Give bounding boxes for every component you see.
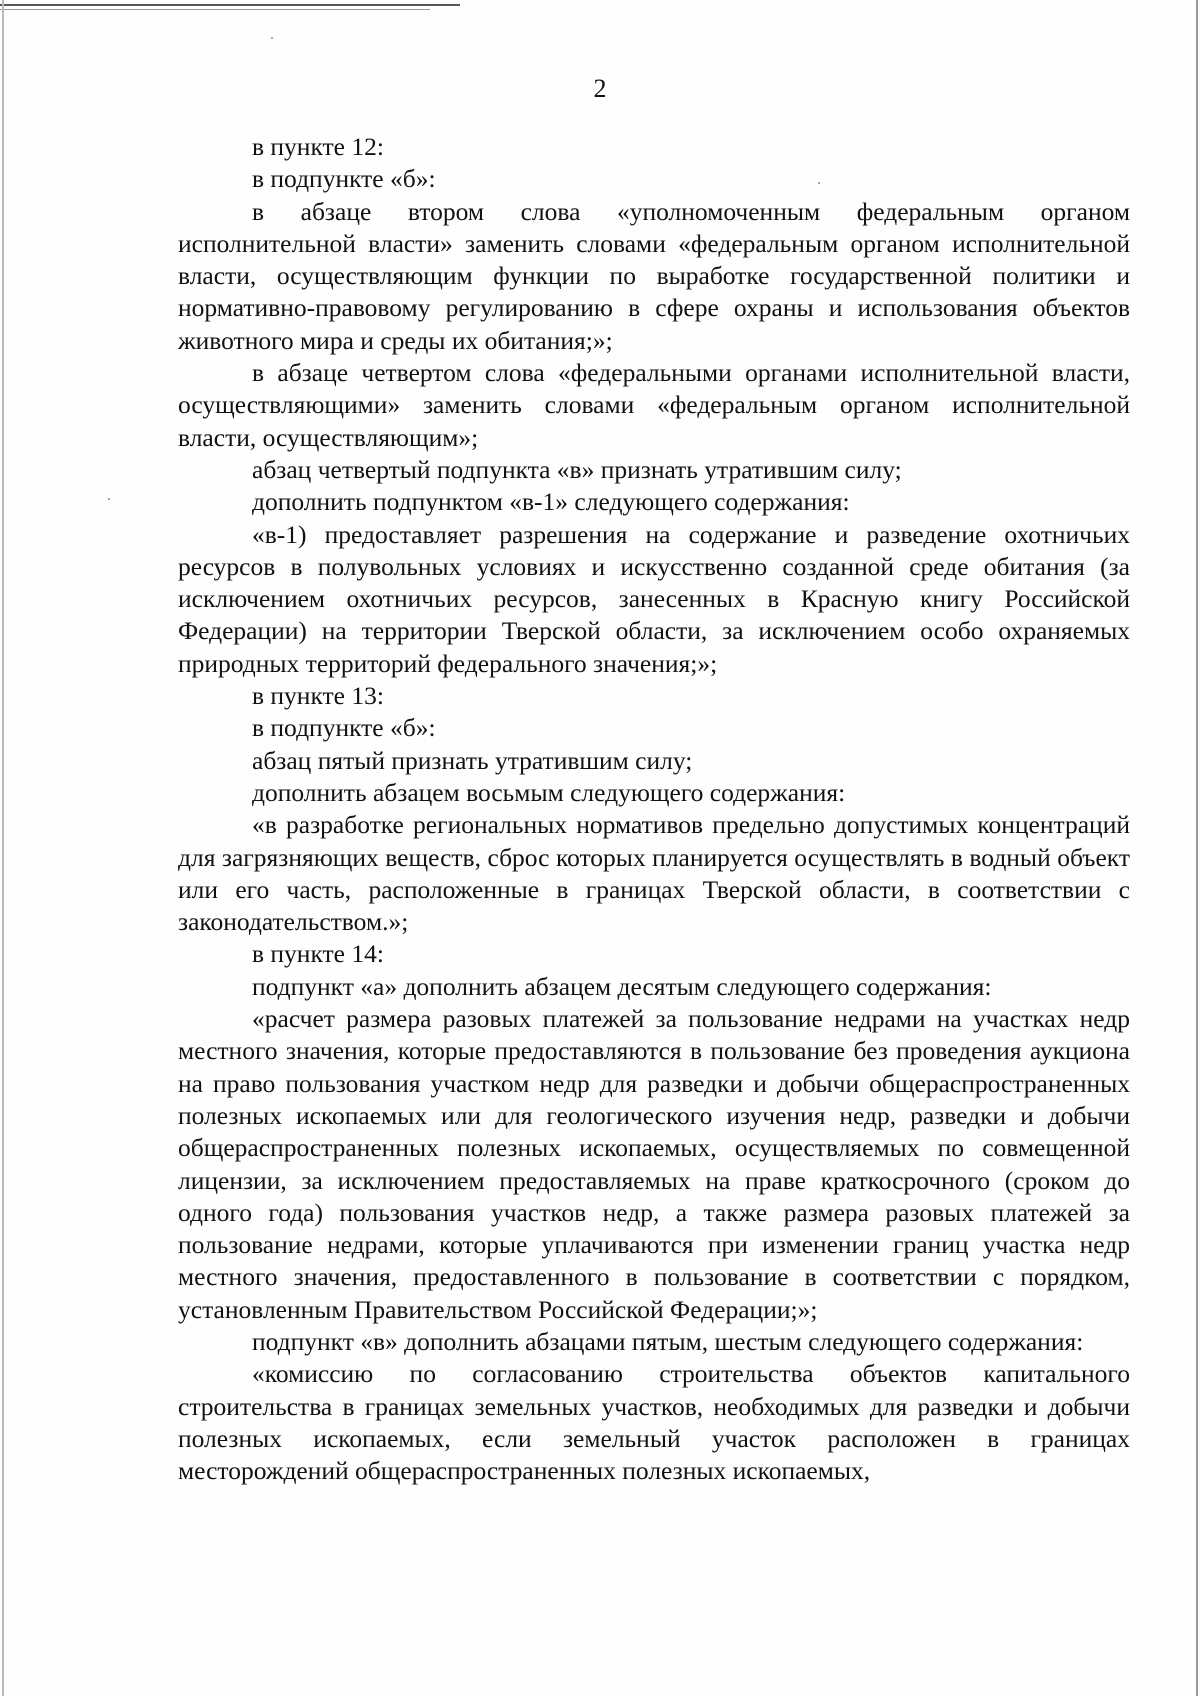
scan-edge-top-thin	[0, 9, 430, 10]
scan-edge-right	[1196, 0, 1198, 1696]
scan-speck	[108, 498, 110, 500]
paragraph: в пункте 13:	[252, 681, 384, 711]
paragraph: в абзаце четвертом слова «федеральными органами исполнительной власти, осуществляющими» заменить словами «федеральным органом исполнительной власти, осуществляющим»;	[178, 358, 1130, 452]
paragraph: «комиссию по согласованию строительства объектов капитального строительства в границах земельных участков, необходимых для разведки и добычи полезных ископаемых, если земельный участок расположен в границах месторождений общераспространенных полезных ископаемых,	[178, 1359, 1130, 1486]
paragraph: подпункт «а» дополнить абзацем десятым следующего содержания:	[252, 971, 992, 1001]
document-body	[178, 131, 1130, 1487]
paragraph: в пункте 14:	[252, 939, 384, 969]
paragraph: дополнить абзацем восьмым следующего содержания:	[252, 777, 846, 807]
paragraph: абзац пятый признать утратившим силу;	[252, 745, 693, 775]
paragraph: «в разработке региональных нормативов предельно допустимых концентраций для загрязняющих веществ, сброс которых планируется осуществлять в водный объект или его часть, расположенные в границах Тверской области, в соответствии с законодательством.»;	[178, 810, 1130, 937]
scan-speck	[271, 37, 273, 39]
scan-edge-left	[2, 0, 4, 1696]
scan-edge-top	[0, 4, 460, 6]
paragraph: «в-1) предоставляет разрешения на содержание и разведение охотничьих ресурсов в полувольных условиях и искусственно созданной среде обитания (за исключением охотничьих ресурсов, занесенных в Красную книгу Российской Федерации) на территории Тверской области, за исключением особо охраняемых природных территорий федерального значения;»;	[178, 519, 1130, 678]
paragraph: «расчет размера разовых платежей за пользование недрами на участках недр местного значения, которые предоставляются в пользование без проведения аукциона на право пользования участком недр для разведки и добычи общераспространенных полезных ископаемых или для геологического изучения недр, разведки и добычи общераспространенных полезных ископаемых, осуществляемых по совмещенной лицензии, за исключением предоставляемых на праве краткосрочного (сроком до одного года) пользования участков недр, а также размера разовых платежей за пользование недрами, которые уплачиваются при изменении границ участка недр местного значения, предоставленного в пользование в соответствии с порядком, установленным Правительством Российской Федерации;»;	[178, 1004, 1130, 1324]
paragraph: в подпункте «б»:	[252, 713, 436, 743]
page-number: 2	[593, 74, 607, 103]
paragraph: в пункте 12:	[252, 132, 384, 161]
paragraph: дополнить подпунктом «в-1» следующего содержания:	[252, 487, 850, 517]
paragraph: подпункт «в» дополнить абзацами пятым, шестым следующего содержания:	[252, 1326, 1084, 1356]
paragraph: в подпункте «б»:	[252, 164, 436, 194]
paragraph: абзац четвертый подпункта «в» признать утратившим силу;	[252, 454, 902, 484]
paragraph: в абзаце втором слова «уполномоченным федеральным органом исполнительной власти» заменить словами «федеральным органом исполнительной власти, осуществляющим функции по выработке государственной политики и нормативно-правовому регулированию в сфере охраны и использования объектов животного мира и среды их обитания;»;	[178, 196, 1130, 355]
